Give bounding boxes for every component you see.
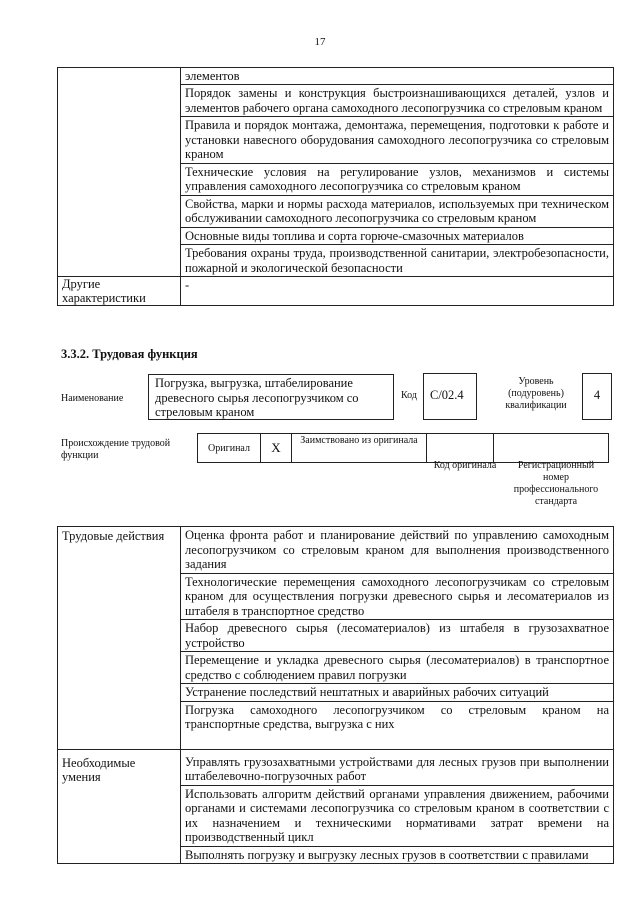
table-row (58, 527, 614, 574)
knowledge-label-cell (58, 68, 181, 277)
original-mark: X (261, 434, 292, 463)
knowledge-item: Порядок замены и конструкция быстроизнашивающихся деталей, узлов и элементов рабочего органа самоходного лесопогрузчика со стреловым краном (181, 85, 614, 117)
reg-number-label: Регистрационный номер профессионального стандарта (513, 460, 599, 507)
table-row (58, 277, 614, 306)
actions-label: Трудовые действия (58, 527, 181, 750)
skill-item: Управлять грузозахватными устройствами для лесных грузов при выполнении штабелевочно-погрузочных работ (181, 749, 614, 785)
table-row (58, 749, 614, 785)
other-characteristics-label: Другие характеристики (58, 277, 181, 306)
action-item: Набор древесного сырья (лесоматериалов) из штабеля в грузозахватное устройство (181, 620, 614, 652)
skills-label: Необходимые умения (58, 749, 181, 864)
action-item: Устранение последствий нештатных и аварийных рабочих ситуаций (181, 684, 614, 702)
code-original-label: Код оригинала (433, 460, 497, 471)
level-label: Уровень (подуровень) квалификации (505, 376, 567, 411)
action-item: Оценка фронта работ и планирование действий по управлению самоходным лесопогрузчиком со стреловым краном для выполнения производственного задания (181, 527, 614, 574)
code-label: Код (401, 390, 417, 401)
original-label: Оригинал (198, 434, 261, 463)
knowledge-item: Технические условия на регулирование узлов, механизмов и системы управления самоходного лесопогрузчика со стреловым краном (181, 163, 614, 195)
code-original-cell (427, 434, 494, 463)
borrowed-label: Заимствовано из оригинала (292, 434, 427, 463)
action-item: Технологические перемещения самоходного лесопогрузчикам со стреловым краном для осуществления погрузки древесного сырья и лесоматериалов из штабеля в транспортное средство (181, 573, 614, 620)
skill-item: Выполнять погрузку и выгрузку лесных грузов в соответствии с правилами (181, 846, 614, 864)
page-number: 17 (314, 36, 326, 48)
knowledge-item: Свойства, марки и нормы расхода материалов, используемых при техническом обслуживании самоходного лесопогрузчика со стреловым краном (181, 195, 614, 227)
knowledge-item: элементов (181, 68, 614, 85)
knowledge-item: Правила и порядок монтажа, демонтажа, перемещения, подготовки к работе и установки навесного оборудования самоходного лесопогрузчика со стреловым краном (181, 117, 614, 164)
table-row (198, 434, 609, 463)
knowledge-table (57, 67, 614, 306)
table-row (58, 68, 614, 85)
section-title: 3.3.2. Трудовая функция (61, 347, 198, 361)
other-characteristics-value: - (181, 277, 614, 306)
reg-number-cell (494, 434, 609, 463)
action-item: Погрузка самоходного лесопогрузчиком со стреловым краном на транспортные средства, выгрузка с них (181, 701, 614, 749)
level-value-box: 4 (582, 373, 612, 420)
name-value-box: Погрузка, выгрузка, штабелирование древесного сырья лесопогрузчиком со стреловым краном (148, 374, 394, 420)
actions-table (57, 526, 614, 864)
name-label: Наименование (61, 393, 124, 404)
knowledge-item: Основные виды топлива и сорта горюче-смазочных материалов (181, 227, 614, 245)
code-value-box: C/02.4 (423, 373, 477, 420)
knowledge-item: Требования охраны труда, производственной санитарии, электробезопасности, пожарной и экологической безопасности (181, 245, 614, 277)
origin-label: Происхождение трудовой функции (61, 438, 171, 461)
skill-item: Использовать алгоритм действий органами управления движением, рабочими органами и системами лесопогрузчика со стреловым краном в соответствии с их назначением и техническими нормативами затрат времени на производственный цикл (181, 785, 614, 846)
origin-table (197, 433, 609, 463)
action-item: Перемещение и укладка древесного сырья (лесоматериалов) в транспортное средство с соблюдением правил погрузки (181, 652, 614, 684)
